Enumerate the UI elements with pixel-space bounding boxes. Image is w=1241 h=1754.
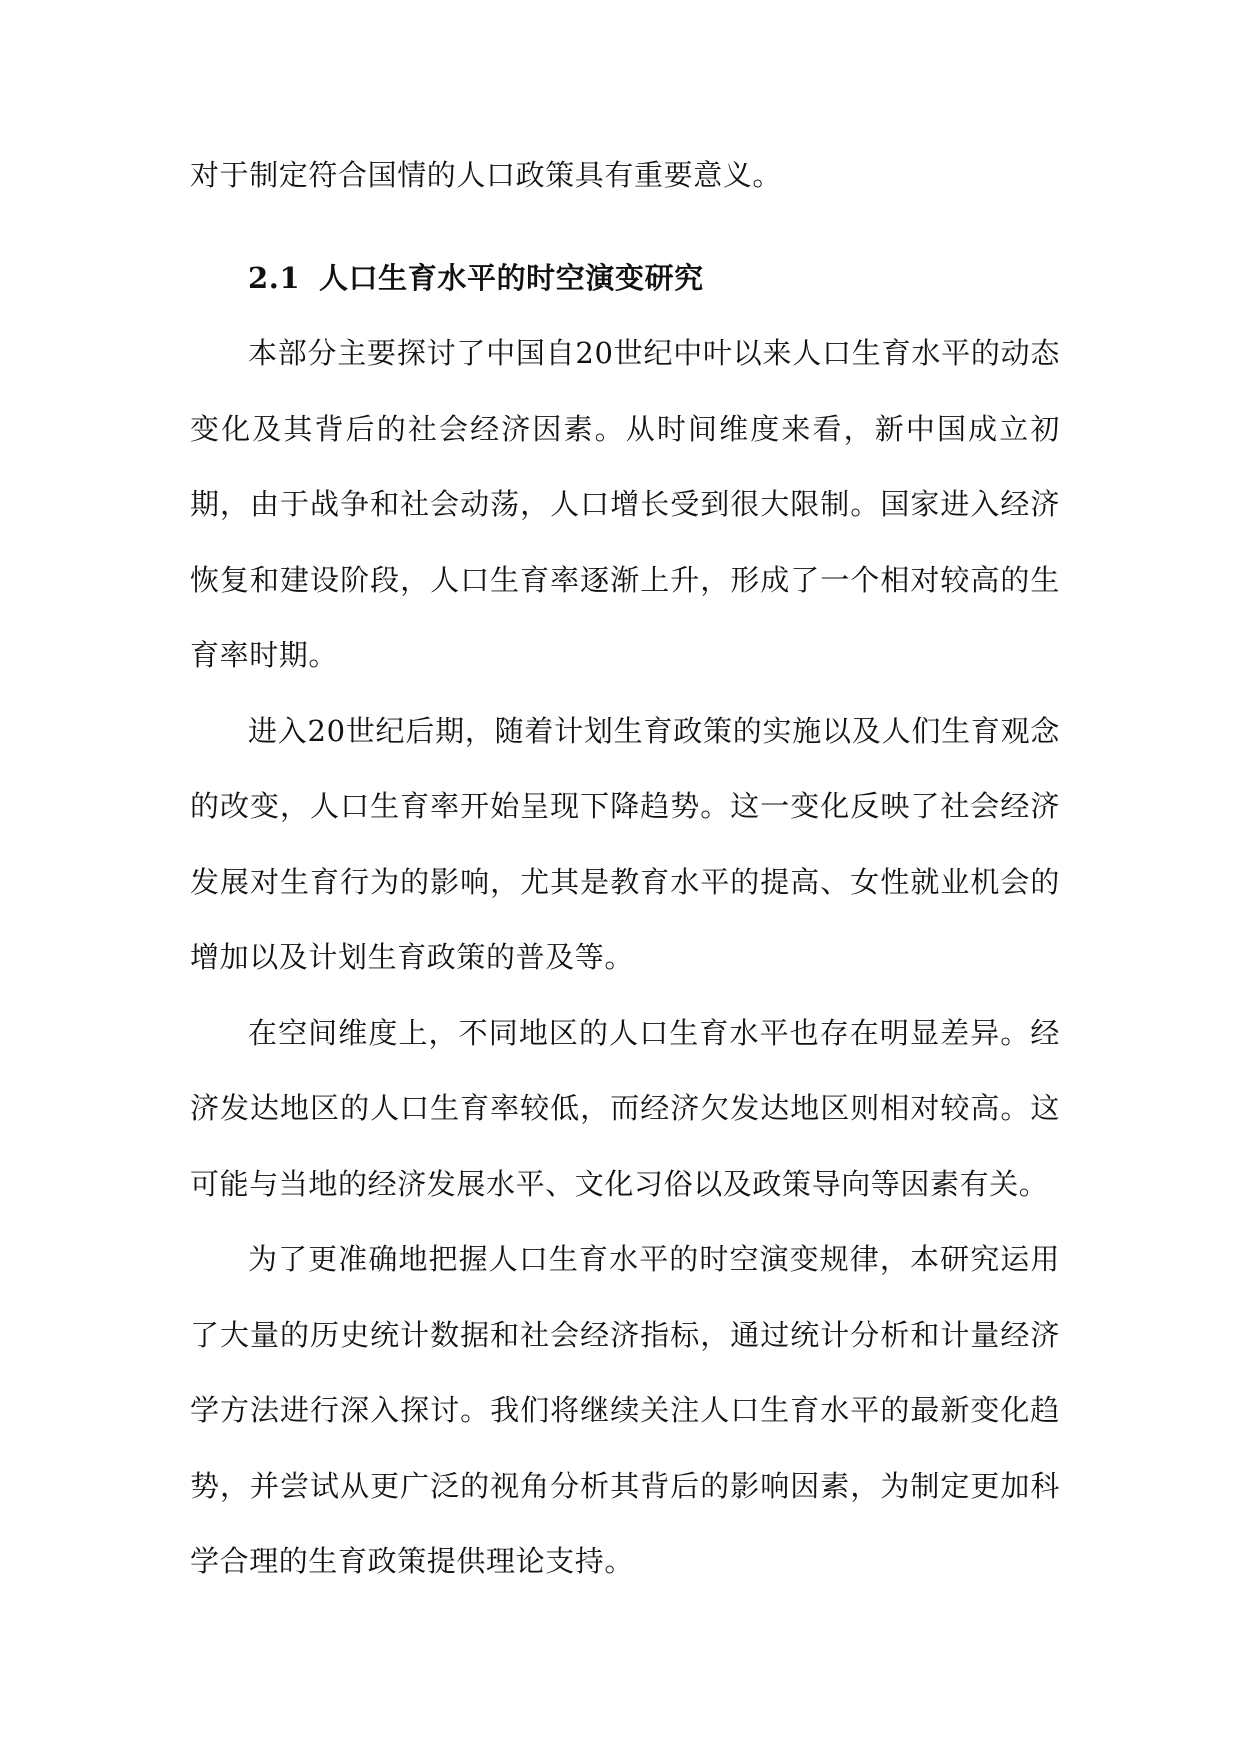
document-body — [190, 138, 1060, 1600]
paragraph-3: 在空间维度上，不同地区的人口生育水平也存在明显差异。经济发达地区的人口生育率较低，而经济欠发达地区则相对较高。这可能与当地的经济发展水平、文化习俗以及政策导向等因素有关。 — [190, 1015, 1060, 1201]
section-title: 人口生育水平的时空演变研究 — [318, 260, 704, 295]
section-heading — [190, 241, 1060, 317]
section-number: 2.1 — [248, 260, 301, 295]
paragraph-2: 进入20世纪后期，随着计划生育政策的实施以及人们生育观念的改变，人口生育率开始呈现下降趋势。这一变化反映了社会经济发展对生育行为的影响，尤其是教育水平的提高、女性就业机会的增加以及计划生育政策的普及等。 — [190, 713, 1060, 974]
opening-line: 对于制定符合国情的人口政策具有重要意义。 — [190, 158, 783, 192]
paragraph-1: 本部分主要探讨了中国自20世纪中叶以来人口生育水平的动态变化及其背后的社会经济因素。从时间维度来看，新中国成立初期，由于战争和社会动荡，人口增长受到很大限制。国家进入经济恢复和建设阶段，人口生育率逐渐上升，形成了一个相对较高的生育率时期。 — [190, 336, 1060, 672]
paragraph-4: 为了更准确地把握人口生育水平的时空演变规律，本研究运用了大量的历史统计数据和社会经济指标，通过统计分析和计量经济学方法进行深入探讨。我们将继续关注人口生育水平的最新变化趋势，并尝试从更广泛的视角分析其背后的影响因素，为制定更加科学合理的生育政策提供理论支持。 — [190, 1242, 1060, 1578]
